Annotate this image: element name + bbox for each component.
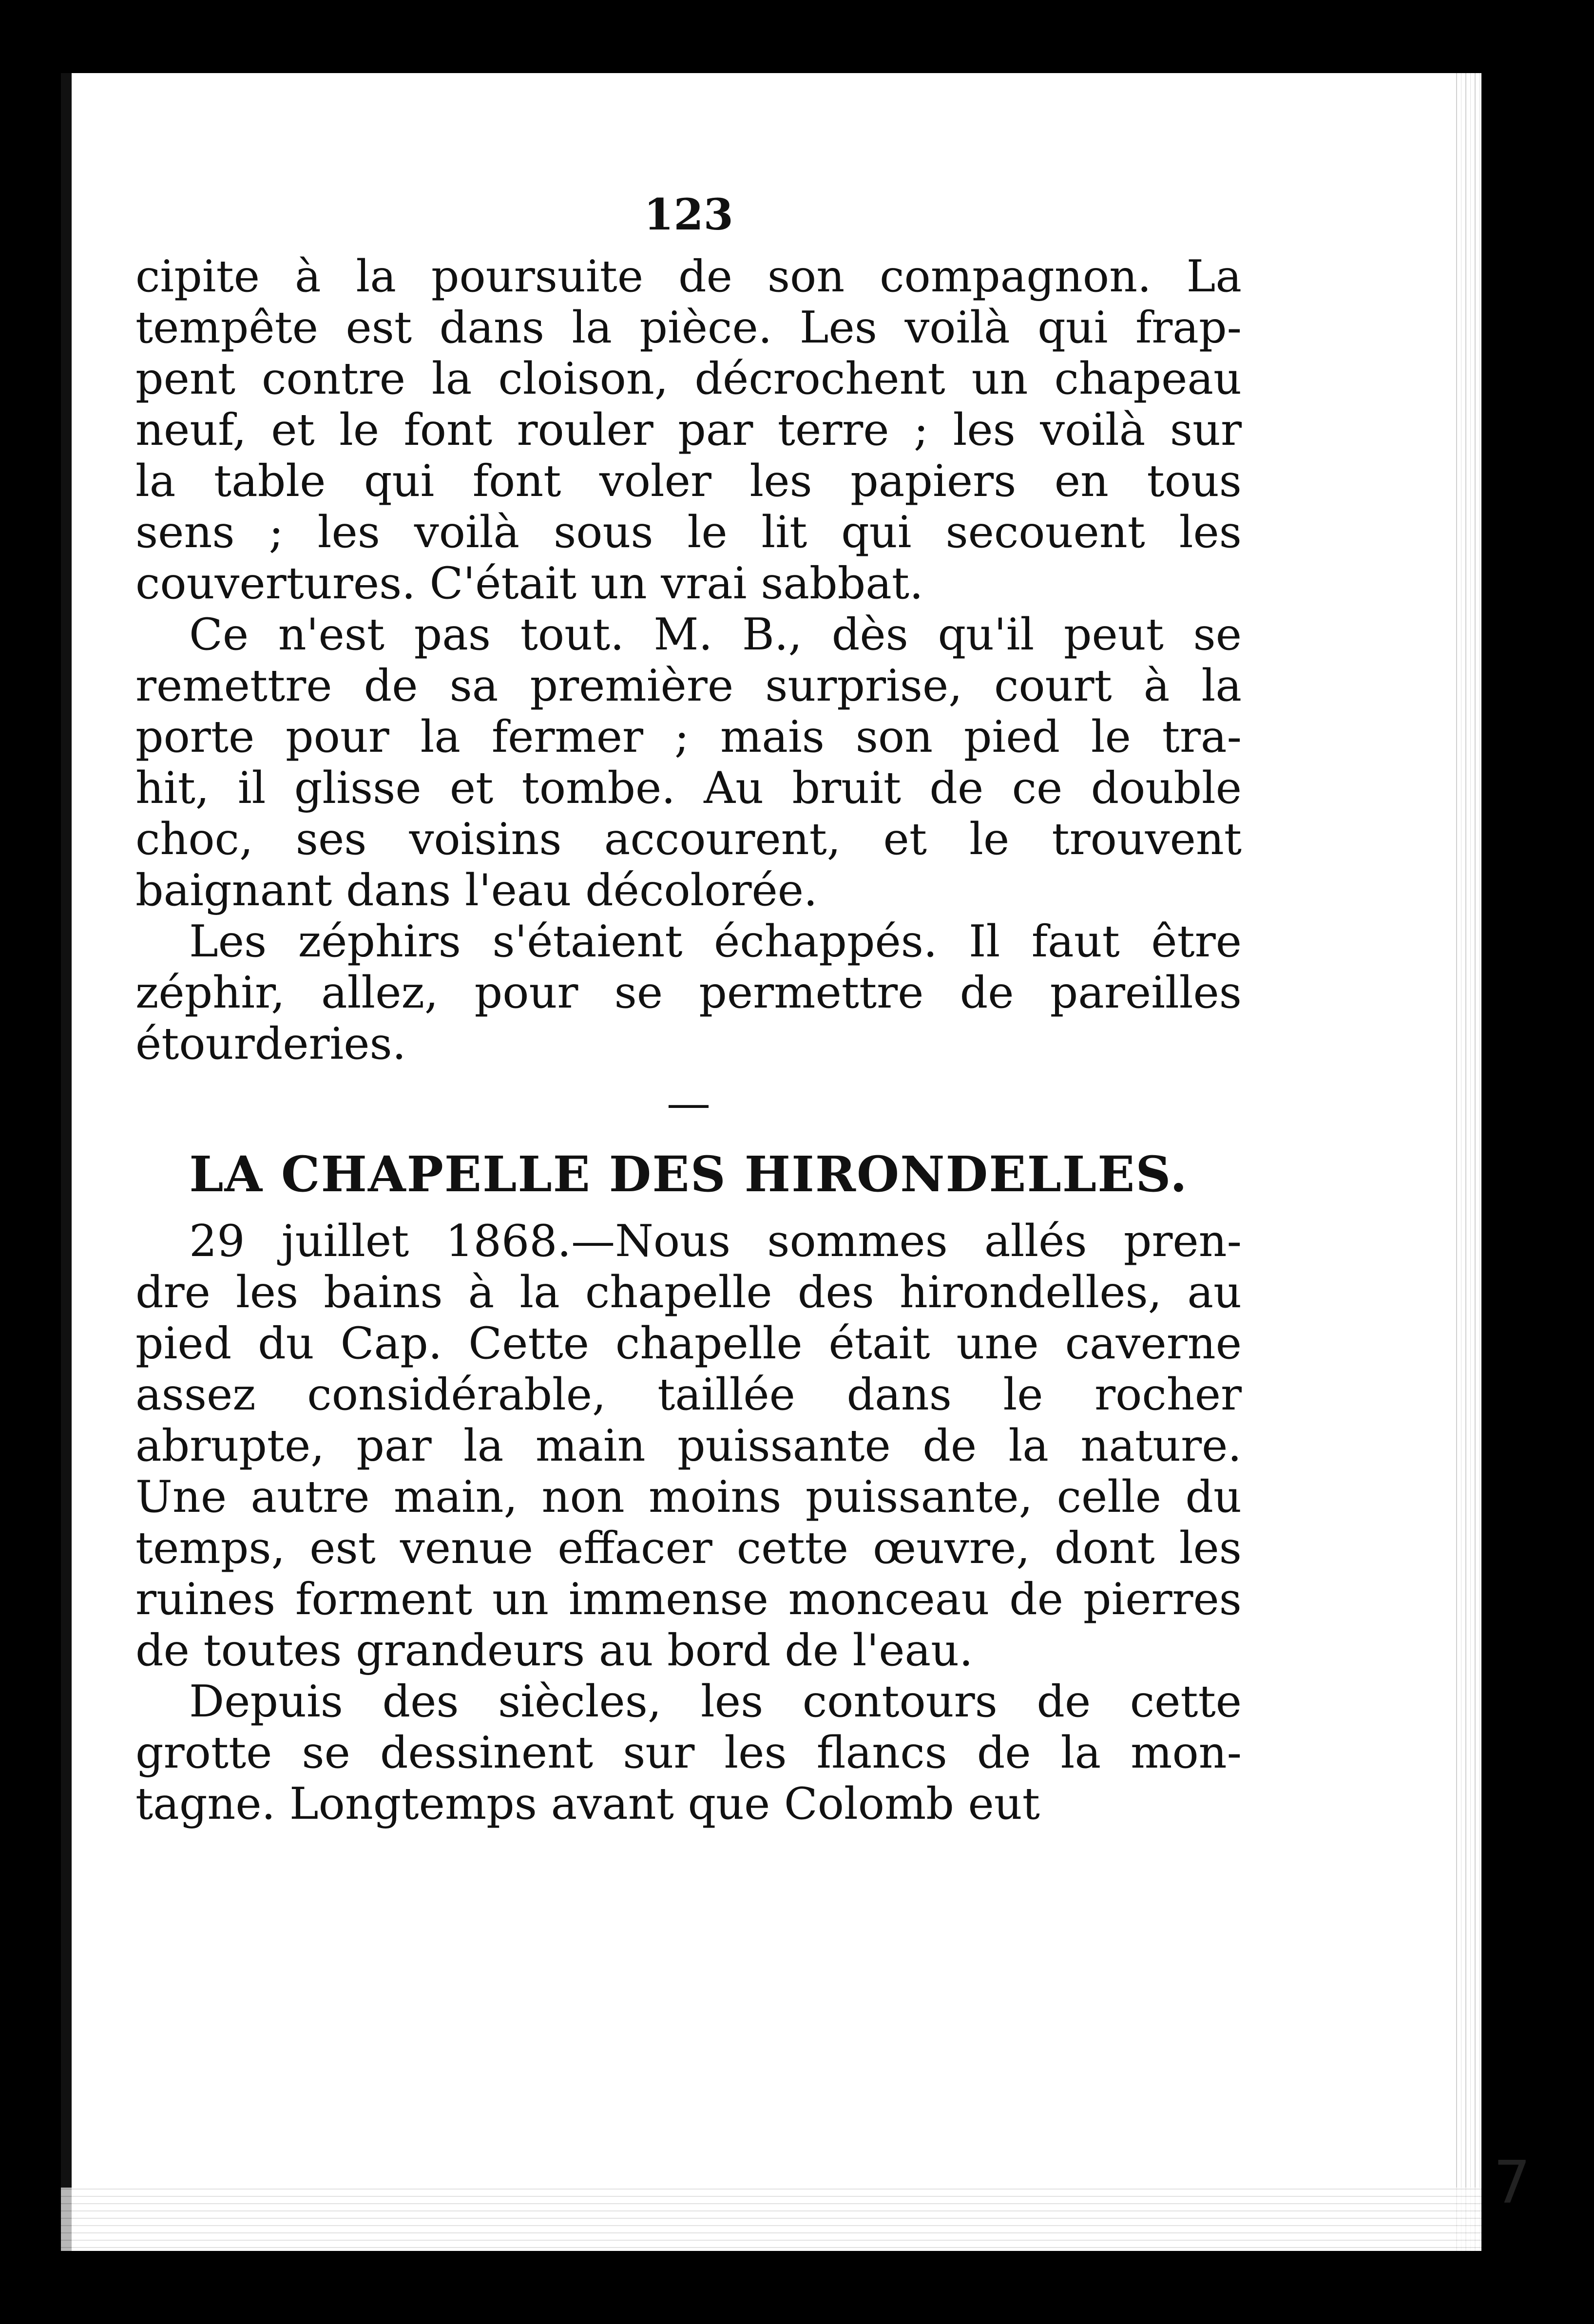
section-separator: —	[667, 1078, 711, 1129]
text-line: assez considérable, taillée dans le rocher	[135, 1369, 1242, 1420]
body-paragraphs	[135, 251, 1242, 1069]
text-line: temps, est venue effacer cette œuvre, dont les	[135, 1523, 1242, 1574]
text-line: couvertures. C'était un vrai sabbat.	[135, 558, 923, 609]
paragraph	[135, 1676, 1242, 1829]
text-line: zéphir, allez, pour se permettre de pareilles	[135, 967, 1242, 1018]
text-line: dre les bains à la chapelle des hirondelles, au	[135, 1267, 1242, 1318]
text-line: tempête est dans la pièce. Les voilà qui frap-	[135, 302, 1242, 353]
text-line: grotte se dessinent sur les flancs de la mon-	[135, 1727, 1242, 1778]
text-line: pent contre la cloison, décrochent un chapeau	[135, 353, 1242, 404]
text-line: cipite à la poursuite de son compagnon. La	[135, 251, 1242, 302]
text-line: abrupte, par la main puissante de la nature.	[135, 1420, 1242, 1471]
text-line: porte pour la fermer ; mais son pied le tra-	[135, 711, 1242, 762]
text-line: ruines forment un immense monceau de pierres	[135, 1574, 1242, 1625]
text-line: Depuis des siècles, les contours de cette	[189, 1676, 1242, 1727]
paragraph	[135, 251, 1242, 609]
text-line: Les zéphirs s'étaient échappés. Il faut être	[189, 916, 1242, 967]
text-line: neuf, et le font rouler par terre ; les voilà sur	[135, 404, 1242, 456]
text-line: pied du Cap. Cette chapelle était une caverne	[135, 1318, 1242, 1369]
section-paragraphs	[135, 1216, 1242, 1829]
text-line: baignant dans l'eau décolorée.	[135, 865, 818, 916]
text-line: choc, ses voisins accourent, et le trouvent	[135, 814, 1242, 865]
text-block	[135, 188, 1242, 1829]
text-line: sens ; les voilà sous le lit qui secouent les	[135, 507, 1242, 558]
text-line: 29 juillet 1868.—Nous sommes allés pren-	[189, 1216, 1242, 1267]
text-line: de toutes grandeurs au bord de l'eau.	[135, 1625, 973, 1676]
text-line: Ce n'est pas tout. M. B., dès qu'il peut se	[189, 609, 1242, 660]
text-line: hit, il glisse et tombe. Au bruit de ce double	[135, 762, 1242, 814]
text-line: Une autre main, non moins puissante, celle du	[135, 1471, 1242, 1523]
page-number: 123	[644, 189, 733, 240]
text-line: la table qui font voler les papiers en tous	[135, 456, 1242, 507]
text-line: remettre de sa première surprise, court à la	[135, 660, 1242, 711]
page-edge-texture	[1452, 73, 1481, 2251]
paragraph	[135, 916, 1242, 1069]
page-bottom-texture	[61, 2188, 1481, 2251]
margin-handwritten-mark: 7	[1493, 2149, 1531, 2217]
text-line: étourderies.	[135, 1018, 406, 1069]
page-spine-shadow	[61, 73, 72, 2251]
text-line: tagne. Longtemps avant que Colomb eut	[135, 1778, 1040, 1829]
paragraph	[135, 1216, 1242, 1676]
section-title: LA CHAPELLE DES HIRONDELLES.	[189, 1145, 1188, 1203]
paragraph	[135, 609, 1242, 916]
